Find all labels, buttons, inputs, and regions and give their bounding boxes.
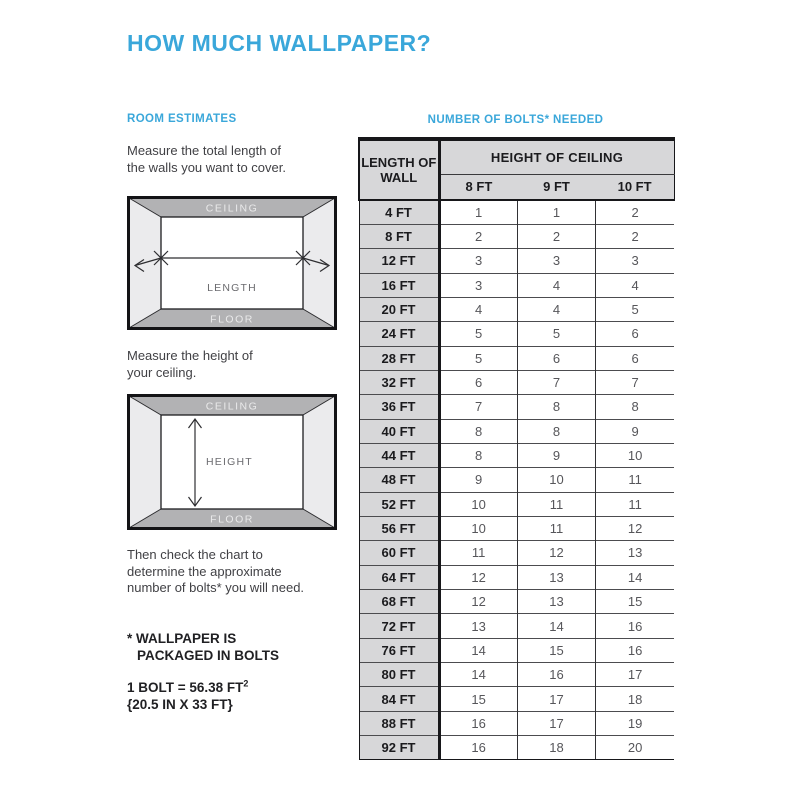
bolt-count-cell: 20 bbox=[596, 736, 674, 760]
bolts-table-title: NUMBER OF BOLTS* NEEDED bbox=[427, 114, 604, 126]
wall-length-cell: 76 FT bbox=[359, 638, 439, 662]
room-height-diagram bbox=[127, 394, 337, 530]
instruction-height-line2: your ceiling. bbox=[127, 364, 197, 380]
bolt-count-cell: 12 bbox=[596, 516, 674, 540]
wall-length-cell: 64 FT bbox=[359, 565, 439, 589]
bolt-count-cell: 12 bbox=[517, 541, 595, 565]
instruction-chart bbox=[127, 547, 304, 597]
wall-length-cell: 40 FT bbox=[359, 419, 439, 443]
bolt-count-cell: 16 bbox=[439, 711, 517, 735]
bolt-count-cell: 7 bbox=[439, 395, 517, 419]
wall-length-cell: 44 FT bbox=[359, 443, 439, 467]
height-of-ceiling-header: HEIGHT OF CEILING bbox=[439, 139, 674, 174]
bolt-count-cell: 16 bbox=[517, 663, 595, 687]
bolt-count-cell: 5 bbox=[439, 322, 517, 346]
bolts-row bbox=[359, 443, 674, 467]
bolt-count-cell: 9 bbox=[596, 419, 674, 443]
bolts-row bbox=[359, 663, 674, 687]
bolt-count-cell: 13 bbox=[517, 590, 595, 614]
bolt-count-cell: 4 bbox=[596, 273, 674, 297]
bolts-row bbox=[359, 590, 674, 614]
col-header-9ft: 9 FT bbox=[517, 174, 595, 200]
bolt-count-cell: 10 bbox=[439, 516, 517, 540]
instruction-height-line1: Measure the height of bbox=[127, 348, 253, 363]
bolt-count-cell: 18 bbox=[596, 687, 674, 711]
length-label: LENGTH bbox=[207, 282, 257, 294]
bolt-size-line1: 1 BOLT = 56.38 $FT^2$ bbox=[127, 678, 249, 695]
wall-length-cell: 92 FT bbox=[359, 736, 439, 760]
bolt-count-cell: 10 bbox=[517, 468, 595, 492]
bolt-count-cell: 10 bbox=[439, 492, 517, 516]
bolt-count-cell: 14 bbox=[596, 565, 674, 589]
bolts-table-container bbox=[358, 137, 675, 760]
bolts-row bbox=[359, 370, 674, 394]
wall-length-cell: 24 FT bbox=[359, 322, 439, 346]
bolt-count-cell: 3 bbox=[517, 249, 595, 273]
bolt-count-cell: 15 bbox=[517, 638, 595, 662]
bolt-count-cell: 17 bbox=[517, 711, 595, 735]
instruction-height bbox=[127, 348, 253, 381]
bolt-count-cell: 9 bbox=[517, 443, 595, 467]
floor-label: FLOOR bbox=[210, 313, 254, 326]
bolts-row bbox=[359, 297, 674, 321]
back-wall-panel bbox=[161, 217, 303, 309]
wall-length-cell: 28 FT bbox=[359, 346, 439, 370]
bolt-count-cell: 2 bbox=[596, 224, 674, 248]
bolt-count-cell: 5 bbox=[596, 297, 674, 321]
wall-length-cell: 72 FT bbox=[359, 614, 439, 638]
bolts-row bbox=[359, 541, 674, 565]
bolt-count-cell: 2 bbox=[439, 224, 517, 248]
length-of-wall-header: LENGTH OF WALL bbox=[359, 139, 439, 200]
bolt-count-cell: 14 bbox=[517, 614, 595, 638]
bolts-row bbox=[359, 419, 674, 443]
bolt-count-cell: 2 bbox=[596, 200, 674, 224]
bolts-row bbox=[359, 395, 674, 419]
bolt-count-cell: 4 bbox=[517, 297, 595, 321]
height-label: HEIGHT bbox=[206, 456, 253, 468]
bolts-table-body bbox=[359, 200, 674, 760]
wall-length-cell: 48 FT bbox=[359, 468, 439, 492]
bolts-row bbox=[359, 687, 674, 711]
right-wall-panel bbox=[303, 396, 335, 528]
bolt-count-cell: 7 bbox=[517, 370, 595, 394]
bolt-count-cell: 11 bbox=[439, 541, 517, 565]
wall-length-cell: 16 FT bbox=[359, 273, 439, 297]
bolt-count-cell: 4 bbox=[517, 273, 595, 297]
bolt-count-cell: 6 bbox=[439, 370, 517, 394]
bolt-count-cell: 12 bbox=[439, 590, 517, 614]
room-estimates-heading: ROOM ESTIMATES bbox=[127, 113, 237, 125]
bolt-count-cell: 5 bbox=[517, 322, 595, 346]
instruction-length-line2: the walls you want to cover. bbox=[127, 159, 286, 175]
bolt-count-cell: 1 bbox=[517, 200, 595, 224]
wall-length-cell: 84 FT bbox=[359, 687, 439, 711]
bolts-row bbox=[359, 736, 674, 760]
bolt-count-cell: 6 bbox=[596, 322, 674, 346]
wall-length-cell: 56 FT bbox=[359, 516, 439, 540]
bolt-count-cell: 5 bbox=[439, 346, 517, 370]
wall-length-cell: 60 FT bbox=[359, 541, 439, 565]
bolts-row bbox=[359, 200, 674, 224]
wall-length-cell: 12 FT bbox=[359, 249, 439, 273]
bolt-count-cell: 8 bbox=[517, 419, 595, 443]
wall-length-cell: 80 FT bbox=[359, 663, 439, 687]
bolt-count-cell: 9 bbox=[439, 468, 517, 492]
bolt-count-cell: 1 bbox=[439, 200, 517, 224]
instruction-length bbox=[127, 143, 286, 176]
bolt-count-cell: 13 bbox=[517, 565, 595, 589]
instruction-chart-line3: number of bolts* you will need. bbox=[127, 580, 305, 595]
bolt-count-cell: 8 bbox=[596, 395, 674, 419]
bolts-row bbox=[359, 638, 674, 662]
bolt-count-cell: 17 bbox=[517, 687, 595, 711]
bolt-count-cell: 18 bbox=[517, 736, 595, 760]
bolts-row bbox=[359, 565, 674, 589]
floor-label: FLOOR bbox=[210, 513, 254, 526]
squared-superscript: 2 bbox=[243, 678, 249, 689]
bolt-count-cell: 11 bbox=[596, 468, 674, 492]
bolt-count-cell: 4 bbox=[439, 297, 517, 321]
bolt-count-cell: 13 bbox=[439, 614, 517, 638]
ceiling-label: CEILING bbox=[205, 202, 259, 215]
bolts-row bbox=[359, 492, 674, 516]
instruction-length-line1: Measure the total length of bbox=[127, 143, 281, 158]
bolt-count-cell: 2 bbox=[517, 224, 595, 248]
left-wall-panel bbox=[129, 396, 161, 528]
bolt-count-cell: 10 bbox=[596, 443, 674, 467]
bolts-row bbox=[359, 614, 674, 638]
bolt-count-cell: 3 bbox=[439, 273, 517, 297]
bolt-count-cell: 7 bbox=[596, 370, 674, 394]
bolt-count-cell: 14 bbox=[439, 663, 517, 687]
instruction-chart-line1: Then check the chart to bbox=[127, 547, 263, 562]
instruction-chart-line2: determine the approximate bbox=[127, 563, 282, 579]
wallpaper-footnote-line1: * WALLPAPER IS bbox=[127, 631, 237, 646]
wall-length-cell: 36 FT bbox=[359, 395, 439, 419]
bolt-count-cell: 16 bbox=[596, 638, 674, 662]
wall-length-cell: 68 FT bbox=[359, 590, 439, 614]
bolt-count-cell: 17 bbox=[596, 663, 674, 687]
wall-length-cell: 52 FT bbox=[359, 492, 439, 516]
wallpaper-footnote bbox=[127, 630, 279, 664]
bolt-count-cell: 8 bbox=[517, 395, 595, 419]
bolt-count-cell: 15 bbox=[439, 687, 517, 711]
bolt-count-cell: 11 bbox=[517, 516, 595, 540]
bolt-count-cell: 3 bbox=[439, 249, 517, 273]
room-length-diagram bbox=[127, 196, 337, 330]
wall-length-cell: 32 FT bbox=[359, 370, 439, 394]
bolts-table bbox=[358, 137, 675, 760]
ceiling-label: CEILING bbox=[205, 400, 259, 413]
bolt-count-cell: 15 bbox=[596, 590, 674, 614]
bolts-row bbox=[359, 516, 674, 540]
bolt-size-note bbox=[127, 679, 248, 713]
wall-length-cell: 20 FT bbox=[359, 297, 439, 321]
bolt-count-cell: 3 bbox=[596, 249, 674, 273]
page-title: HOW MUCH WALLPAPER? bbox=[127, 30, 432, 56]
wallpaper-footnote-line2: PACKAGED IN BOLTS bbox=[137, 648, 280, 663]
bolt-count-cell: 8 bbox=[439, 443, 517, 467]
bolts-table-head bbox=[359, 139, 674, 200]
bolts-row bbox=[359, 711, 674, 735]
bolts-row bbox=[359, 346, 674, 370]
col-header-8ft: 8 FT bbox=[439, 174, 517, 200]
bolts-row bbox=[359, 468, 674, 492]
bolt-count-cell: 19 bbox=[596, 711, 674, 735]
bolt-size-line2: {20.5 IN X 33 FT} bbox=[127, 697, 233, 712]
bolt-count-cell: 16 bbox=[596, 614, 674, 638]
col-header-10ft: 10 FT bbox=[596, 174, 674, 200]
bolt-count-cell: 16 bbox=[439, 736, 517, 760]
bolts-row bbox=[359, 224, 674, 248]
bolt-count-cell: 6 bbox=[596, 346, 674, 370]
bolts-row bbox=[359, 322, 674, 346]
bolt-count-cell: 12 bbox=[439, 565, 517, 589]
wall-length-cell: 8 FT bbox=[359, 224, 439, 248]
bolt-count-cell: 14 bbox=[439, 638, 517, 662]
bolt-count-cell: 6 bbox=[517, 346, 595, 370]
bolt-count-cell: 8 bbox=[439, 419, 517, 443]
bolt-count-cell: 13 bbox=[596, 541, 674, 565]
wall-length-cell: 88 FT bbox=[359, 711, 439, 735]
bolts-row bbox=[359, 273, 674, 297]
wall-length-cell: 4 FT bbox=[359, 200, 439, 224]
bolt-count-cell: 11 bbox=[517, 492, 595, 516]
bolt-count-cell: 11 bbox=[596, 492, 674, 516]
bolts-row bbox=[359, 249, 674, 273]
